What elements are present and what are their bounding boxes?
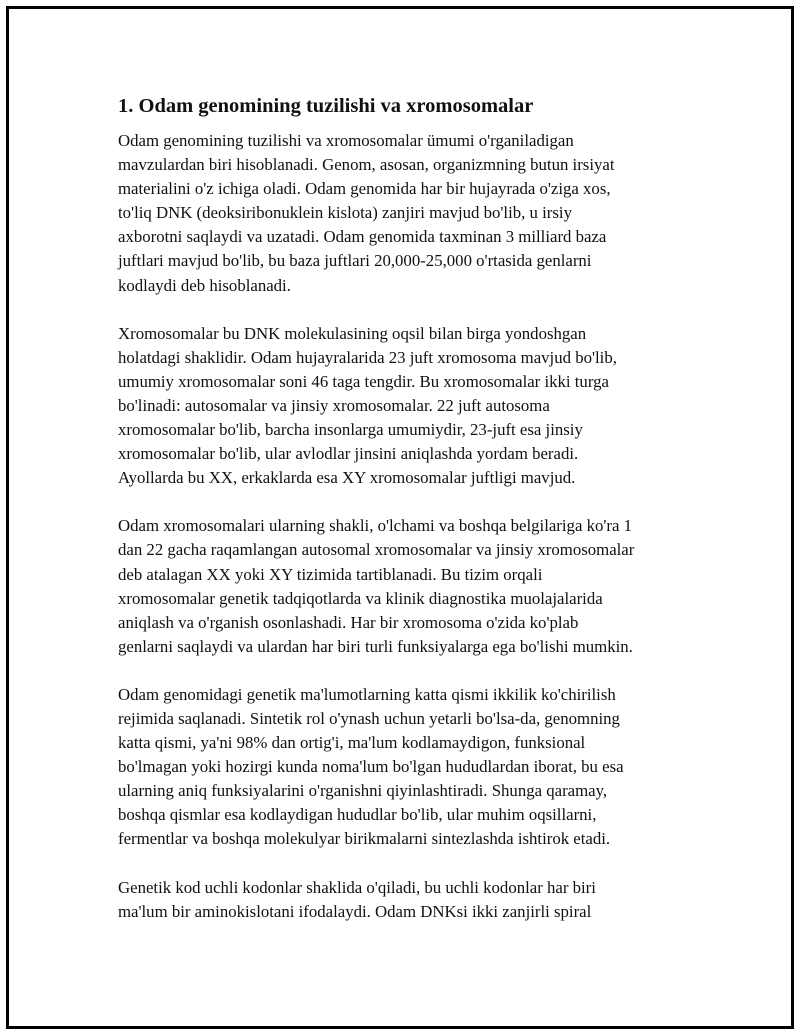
paragraph-line: xromosomalar bo'lib, ular avlodlar jinsini aniqlashda yordam beradi. [118, 444, 579, 464]
paragraph-line: umumiy xromosomalar soni 46 taga tengdir. Bu xromosomalar ikki turga [118, 371, 609, 391]
paragraph-line: rejimida saqlanadi. Sintetik rol o'ynash uchun yetarli bo'lsa-da, genomning [118, 708, 620, 728]
paragraph-line: juftlari mavjud bo'lib, bu baza juftlari 20,000-25,000 o'rtasida genlarni [118, 251, 592, 271]
paragraph-line: Odam genomining tuzilishi va xromosomalar ümumi o'rganiladigan [118, 131, 574, 150]
paragraphs-container [118, 129, 708, 924]
paragraph [118, 129, 708, 298]
paragraph [118, 322, 708, 491]
paragraph-line: Odam xromosomalari ularning shakli, o'lchami va boshqa belgilariga ko'ra 1 [118, 516, 633, 536]
paragraph-line: boshqa qismlar esa kodlaydigan hududlar bo'lib, ular muhim oqsillarni, [118, 805, 597, 825]
paragraph-line: fermentlar va boshqa molekulyar birikmalarni sintezlashda ishtirok etadi. [118, 829, 611, 849]
paragraph [118, 514, 708, 659]
paragraph-line: katta qismi, ya'ni 98% dan ortig'i, ma'lum kodlamaydigon, funksional [118, 733, 586, 753]
paragraph [118, 683, 708, 852]
paragraph-line: deb atalagan XX yoki XY tizimida tartiblanadi. Bu tizim orqali [118, 564, 543, 584]
paragraph-line: axborotni saqlaydi va uzatadi. Odam genomida taxminan 3 milliard baza [118, 227, 607, 247]
paragraph [118, 876, 708, 924]
paragraph-line: materialini o'z ichiga oladi. Odam genomida har bir hujayrada o'ziga xos, [118, 179, 611, 199]
section-heading: 1. Odam genomining tuzilishi va xromosomalar [118, 95, 534, 117]
paragraph-line: kodlaydi deb hisoblanadi. [118, 275, 291, 295]
paragraph-line: Odam genomidagi genetik ma'lumotlarning katta qismi ikkilik ko'chirilish [118, 684, 616, 704]
paragraph-line: to'liq DNK (deoksiribonuklein kislota) zanjiri mavjud bo'lib, u irsiy [118, 203, 572, 223]
paragraph-line: xromosomalar bo'lib, barcha insonlarga umumiydir, 23-juft esa jinsiy [118, 420, 583, 440]
paragraph-line: ma'lum bir aminokislotani ifodalaydi. Odam DNKsi ikki zanjirli spiral [118, 901, 592, 921]
paragraph-line: ularning aniq funksiyalarini o'rganishni qiyinlashtiradi. Shunga qaramay, [118, 781, 608, 801]
paragraph-line: aniqlash va o'rganish osonlashadi. Har bir xromosoma o'zida ko'plab [118, 612, 579, 632]
paragraph-line: bo'linadi: autosomalar va jinsiy xromosomalar. 22 juft autosoma [118, 395, 550, 415]
paragraph-line: xromosomalar genetik tadqiqotlarda va klinik diagnostika muolajalarida [118, 588, 603, 608]
paragraph-line: holatdagi shaklidir. Odam hujayralarida 23 juft xromosoma mavjud bo'lib, [118, 347, 617, 367]
paragraph-line: genlarni saqlaydi va ulardan har biri turli funksiyalarga ega bo'lishi mumkin. [118, 636, 633, 656]
document-body [118, 92, 708, 948]
paragraph-line: Xromosomalar bu DNK molekulasining oqsil bilan birga yondoshgan [118, 323, 587, 343]
paragraph-line: Ayollarda bu XX, erkaklarda esa XY xromosomalar juftligi mavjud. [118, 468, 576, 488]
paragraph-line: mavzulardan biri hisoblanadi. Genom, asosan, organizmning butun irsiyat [118, 155, 615, 175]
paragraph-line: bo'lmagan yoki hozirgi kunda noma'lum bo'lgan hududlardan iborat, bu esa [118, 757, 624, 777]
paragraph-line: dan 22 gacha raqamlangan autosomal xromosomalar va jinsiy xromosomalar [118, 540, 635, 560]
paragraph-line: Genetik kod uchli kodonlar shaklida o'qiladi, bu uchli kodonlar har biri [118, 877, 596, 897]
